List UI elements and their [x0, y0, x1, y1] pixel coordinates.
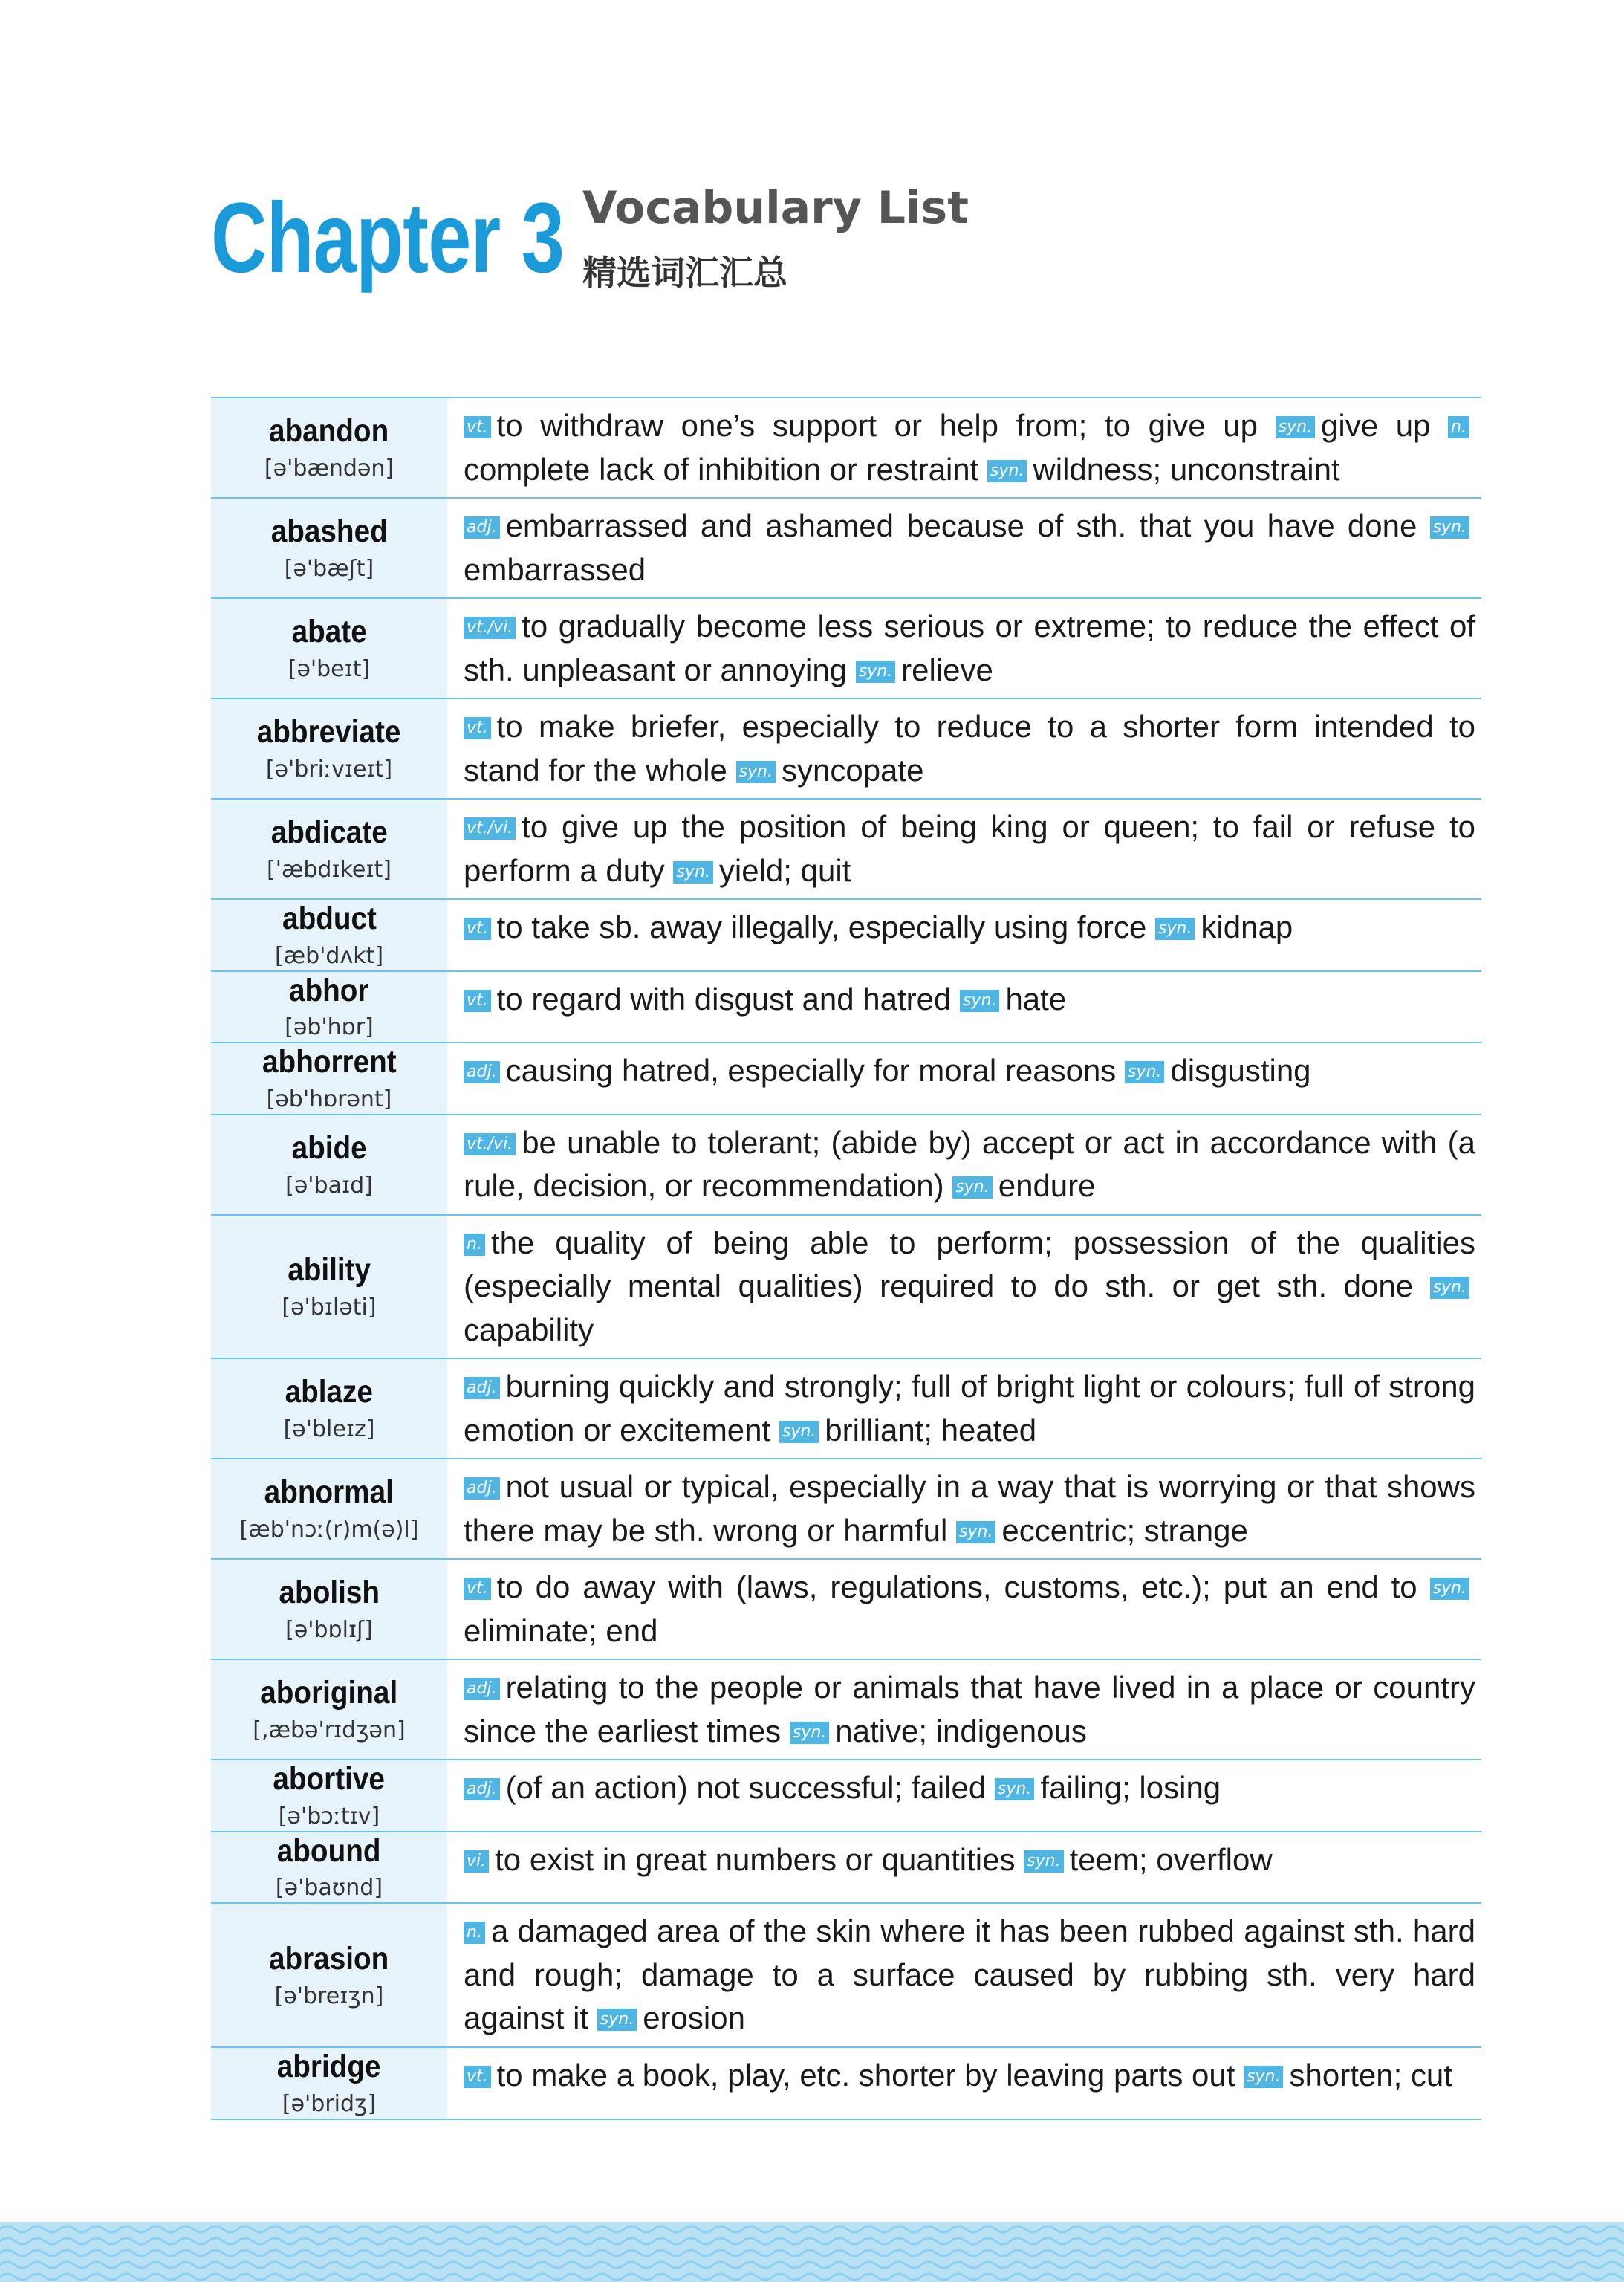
definition-text: to gradually become less serious or extreme; to reduce the effect of sth. unpleasant or annoying: [464, 609, 1475, 687]
headword-cell: [211, 1760, 456, 1831]
definition-text: relieve: [901, 652, 993, 687]
definition-cell: [456, 1359, 1481, 1458]
definition-cell: [456, 1115, 1481, 1214]
definition-cell: [456, 1660, 1481, 1759]
wave-pattern: [0, 2222, 1624, 2282]
vocabulary-table: [211, 397, 1481, 2120]
part-of-speech-tag: vt.: [464, 717, 491, 739]
definition-cell: [456, 1043, 1481, 1114]
synonym-tag: syn.: [956, 1521, 995, 1543]
headword-cell: [211, 1560, 456, 1659]
pronunciation: [,æbə'rɪdʒən]: [253, 1717, 406, 1744]
synonym-tag: syn.: [790, 1722, 829, 1744]
chapter-header: [211, 178, 1481, 312]
definition-text: shorten; cut: [1289, 2057, 1452, 2093]
part-of-speech-tag: vt.: [464, 1578, 491, 1600]
pronunciation: [ə'bɔːtɪv]: [278, 1803, 380, 1829]
definition-text: kidnap: [1201, 910, 1293, 944]
definition-text: embarrassed and ashamed because of sth. that you have done: [505, 508, 1417, 543]
headword-cell: [211, 1904, 456, 2046]
pronunciation: [æb'dʌkt]: [274, 942, 384, 969]
vocab-entry-row: [211, 1115, 1481, 1216]
definition-text: give up: [1321, 408, 1431, 443]
vocab-entry-row: [211, 1832, 1481, 1905]
headword: abridge: [277, 2048, 381, 2084]
part-of-speech-tag: n.: [1448, 416, 1469, 438]
section-title: Vocabulary List: [582, 182, 969, 234]
pronunciation: [ə'bridʒ]: [282, 2090, 377, 2117]
part-of-speech-tag: adj.: [464, 1377, 500, 1399]
definition-cell: [456, 499, 1481, 597]
pronunciation: [ə'bɪləti]: [282, 1294, 377, 1320]
vocab-entry-row: [211, 1904, 1481, 2048]
part-of-speech-tag: vt./vi.: [464, 817, 516, 840]
pronunciation: [æb'nɔː(r)m(ə)l]: [239, 1517, 419, 1543]
pronunciation: [əb'hɒrənt]: [266, 1086, 392, 1112]
definition-text: embarrassed: [464, 551, 646, 587]
vocab-entry-row: [211, 1216, 1481, 1360]
part-of-speech-tag: vt.: [464, 416, 491, 438]
synonym-tag: syn.: [1155, 918, 1195, 940]
vocab-entry-row: [211, 972, 1481, 1044]
part-of-speech-tag: adj.: [464, 516, 500, 539]
definition-text: failing; losing: [1040, 1770, 1221, 1806]
definition-text: eccentric; strange: [1001, 1512, 1248, 1548]
headword: abhor: [289, 972, 369, 1008]
definition-text: endure: [998, 1168, 1096, 1204]
definition-text: the quality of being able to perform; possession of the qualities (especially mental qualities) required to do sth. or get sth. done: [464, 1225, 1475, 1304]
definition-text: a damaged area of the skin where it has been rubbed against sth. hard and rough; damage to a surface caused by rubbing sth. very hard against it: [464, 1913, 1475, 2036]
definition-text: yield; quit: [718, 852, 851, 888]
definition-text: be unable to tolerant; (abide by) accept or act in accordance with (a rule, decision, or recommendation): [464, 1124, 1475, 1204]
headword-cell: [211, 499, 456, 597]
synonym-tag: syn.: [1276, 416, 1315, 438]
definition-text: to take sb. away illegally, especially using force: [496, 910, 1147, 944]
chapter-number: Chapter 3: [211, 183, 565, 294]
definition-text: to withdraw one’s support or help from; to give up: [496, 408, 1258, 443]
definition-text: complete lack of inhibition or restraint: [464, 451, 979, 487]
headword-cell: [211, 1832, 456, 1903]
definition-cell: [456, 972, 1481, 1043]
vocab-entry-row: [211, 699, 1481, 800]
part-of-speech-tag: vi.: [464, 1850, 489, 1873]
headword: abduct: [282, 901, 377, 936]
vocab-entry-row: [211, 1359, 1481, 1459]
definition-text: causing hatred, especially for moral reasons: [505, 1053, 1117, 1089]
definition-text: (of an action) not successful; failed: [505, 1770, 987, 1806]
vocab-entry-row: [211, 398, 1481, 499]
headword: abnormal: [264, 1474, 394, 1511]
synonym-tag: syn.: [1430, 1578, 1469, 1600]
definition-text: to regard with disgust and hatred: [496, 981, 952, 1017]
synonym-tag: syn.: [779, 1421, 819, 1443]
definition-cell: [456, 1216, 1481, 1358]
pronunciation: [ə'bleɪz]: [283, 1416, 375, 1443]
vocab-entry-row: [211, 1560, 1481, 1660]
headword-cell: [211, 1216, 456, 1358]
definition-text: native; indigenous: [835, 1713, 1087, 1748]
synonym-tag: syn.: [1024, 1850, 1063, 1873]
definition-text: to make briefer, especially to reduce to a shorter form intended to stand for the whole: [464, 709, 1475, 788]
definition-cell: [456, 599, 1481, 698]
pronunciation: [ə'baɪd]: [285, 1172, 373, 1199]
vocab-entry-row: [211, 2048, 1481, 2120]
vocab-entry-row: [211, 499, 1481, 599]
headword: aboriginal: [260, 1675, 398, 1711]
definition-cell: [456, 1904, 1481, 2046]
definition-cell: [456, 1560, 1481, 1659]
definition-cell: [456, 1832, 1481, 1903]
pronunciation: [ə'bɒlɪʃ]: [285, 1617, 373, 1644]
pronunciation: ['æbdɪkeɪt]: [266, 856, 392, 883]
synonym-tag: syn.: [960, 990, 999, 1012]
pronunciation: [ə'baʊnd]: [275, 1875, 383, 1902]
vocab-entry-row: [211, 1760, 1481, 1832]
headword-cell: [211, 398, 456, 497]
headword-cell: [211, 972, 456, 1043]
definition-text: to exist in great numbers or quantities: [495, 1841, 1016, 1877]
definition-text: burning quickly and strongly; full of bright light or colours; full of strong emotion or excitement: [464, 1369, 1475, 1448]
definition-cell: [456, 1760, 1481, 1831]
synonym-tag: syn.: [952, 1176, 992, 1199]
synonym-tag: syn.: [995, 1778, 1034, 1800]
definition-text: syncopate: [781, 752, 924, 788]
headword-cell: [211, 900, 456, 970]
pronunciation: [ə'beɪt]: [288, 655, 371, 682]
headword-cell: [211, 599, 456, 698]
headword-cell: [211, 699, 456, 798]
synonym-tag: syn.: [856, 661, 895, 683]
part-of-speech-tag: vt./vi.: [464, 617, 516, 639]
definition-text: capability: [464, 1312, 594, 1347]
synonym-tag: syn.: [987, 460, 1027, 482]
headword: abbreviate: [257, 714, 401, 751]
part-of-speech-tag: adj.: [464, 1778, 500, 1800]
pronunciation: [ə'briːvɪeɪt]: [265, 756, 393, 782]
headword: ability: [288, 1252, 371, 1289]
definition-cell: [456, 398, 1481, 497]
vocab-entry-row: [211, 1459, 1481, 1560]
part-of-speech-tag: vt./vi.: [464, 1133, 516, 1155]
part-of-speech-tag: vt.: [464, 918, 491, 940]
vocab-entry-row: [211, 1660, 1481, 1760]
section-subtitle: 精选词汇汇总: [582, 253, 787, 293]
definition-cell: [456, 2048, 1481, 2119]
definition-cell: [456, 900, 1481, 970]
vocab-entry-row: [211, 900, 1481, 972]
headword: abdicate: [270, 814, 388, 851]
part-of-speech-tag: adj.: [464, 1477, 500, 1500]
synonym-tag: syn.: [1125, 1061, 1164, 1083]
headword-cell: [211, 1660, 456, 1759]
pronunciation: [ə'bændən]: [264, 455, 394, 482]
headword: abate: [291, 614, 367, 650]
part-of-speech-tag: adj.: [464, 1678, 500, 1700]
definition-text: wildness; unconstraint: [1033, 451, 1340, 487]
headword: abashed: [270, 513, 388, 550]
part-of-speech-tag: adj.: [464, 1061, 500, 1083]
headword: abortive: [273, 1761, 386, 1798]
definition-cell: [456, 800, 1481, 898]
part-of-speech-tag: vt.: [464, 990, 491, 1012]
headword: ablaze: [285, 1374, 374, 1410]
definition-text: to do away with (laws, regulations, customs, etc.); put an end to: [496, 1569, 1417, 1605]
synonym-tag: syn.: [1244, 2066, 1283, 2088]
definition-text: hate: [1005, 981, 1067, 1017]
pronunciation: [ə'bæʃt]: [284, 555, 374, 582]
headword-cell: [211, 1115, 456, 1214]
synonym-tag: syn.: [736, 761, 776, 783]
headword-cell: [211, 1459, 456, 1558]
part-of-speech-tag: vt.: [464, 2066, 491, 2088]
synonym-tag: syn.: [1430, 1277, 1469, 1299]
headword-cell: [211, 1043, 456, 1114]
footer-wave-decoration: [0, 2222, 1624, 2282]
definition-text: teem; overflow: [1069, 1841, 1273, 1877]
definition-cell: [456, 1459, 1481, 1558]
definition-text: erosion: [643, 2000, 745, 2036]
vocab-entry-row: [211, 1043, 1481, 1115]
headword: abhorrent: [262, 1044, 397, 1080]
pronunciation: [əb'hɒr]: [285, 1014, 374, 1041]
definition-text: disgusting: [1170, 1053, 1311, 1089]
headword: abide: [291, 1129, 367, 1166]
definition-text: relating to the people or animals that have lived in a place or country since the earliest times: [464, 1670, 1475, 1748]
definition-text: to make a book, play, etc. shorter by leaving parts out: [496, 2057, 1235, 2093]
definition-cell: [456, 699, 1481, 798]
part-of-speech-tag: n.: [464, 1922, 485, 1944]
headword: abandon: [269, 413, 389, 450]
synonym-tag: syn.: [1430, 516, 1469, 539]
vocab-entry-row: [211, 800, 1481, 900]
definition-text: eliminate; end: [464, 1612, 658, 1648]
definition-text: brilliant; heated: [825, 1412, 1037, 1448]
headword: abrasion: [269, 1940, 389, 1977]
headword: abolish: [279, 1575, 380, 1611]
pronunciation: [ə'breɪʒn]: [274, 1983, 384, 2009]
definition-text: to give up the position of being king or queen; to fail or refuse to perform a duty: [464, 809, 1475, 888]
headword: abound: [277, 1832, 381, 1869]
headword-cell: [211, 2048, 456, 2119]
vocab-entry-row: [211, 599, 1481, 699]
headword-cell: [211, 1359, 456, 1458]
headword-cell: [211, 800, 456, 898]
part-of-speech-tag: n.: [464, 1234, 485, 1256]
definition-text: not usual or typical, especially in a way that is worrying or that shows there may be sth. wrong or harmful: [464, 1469, 1475, 1548]
synonym-tag: syn.: [673, 861, 712, 884]
synonym-tag: syn.: [597, 2009, 637, 2031]
